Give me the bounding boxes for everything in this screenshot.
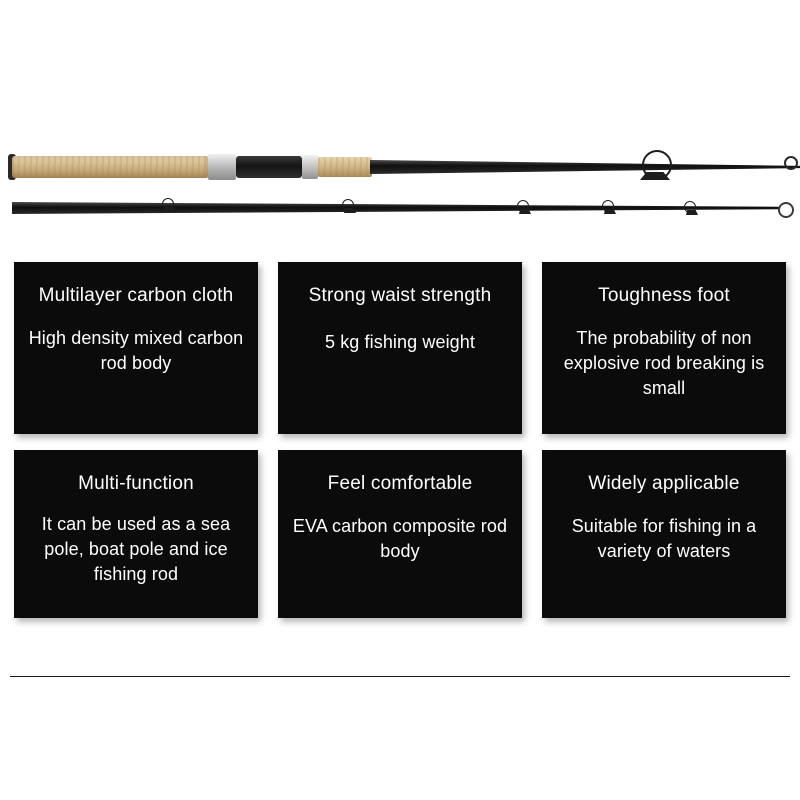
reel-seat-ring-rear (208, 154, 236, 180)
feature-card-title: Toughness foot (598, 285, 730, 306)
line-guide-3-icon (517, 200, 529, 212)
feature-card-toughness-foot (542, 262, 786, 434)
reel-seat-body (236, 156, 302, 178)
feature-card-feel-comfortable (278, 450, 522, 618)
feature-card-widely-applicable (542, 450, 786, 618)
feature-card-title: Strong waist strength (308, 285, 492, 306)
feature-card-multilayer-carbon-cloth (14, 262, 258, 434)
feature-card-body: High density mixed carbon rod body (28, 328, 244, 373)
rod-blank-lower (12, 202, 782, 214)
cork-grip-rear (12, 156, 208, 178)
feature-card-body: It can be used as a sea pole, boat pole and ice fishing rod (41, 514, 231, 584)
feature-card-grid (14, 262, 786, 634)
feature-card-body: EVA carbon composite rod body (292, 516, 508, 561)
feature-card-title: Multi-function (78, 473, 194, 494)
line-guide-2-icon (342, 199, 354, 211)
feature-card-body: Suitable for fishing in a variety of waters (571, 516, 757, 561)
line-guide-1-icon (162, 198, 174, 210)
rod-lower-tip-ring (778, 202, 794, 218)
feature-card-row-2 (14, 450, 786, 618)
feature-card-body: 5 kg fishing weight (325, 332, 475, 352)
feature-card-title: Widely applicable (588, 473, 740, 494)
cork-grip-front (318, 157, 372, 177)
feature-card-title: Multilayer carbon cloth (38, 285, 234, 306)
feature-card-strong-waist-strength (278, 262, 522, 434)
product-photo (0, 0, 800, 258)
rod-lower-section (12, 198, 788, 220)
feature-card-row-1 (14, 262, 786, 434)
rod-blank-upper (370, 160, 800, 174)
line-guide-5-icon (684, 201, 696, 213)
feature-card-multi-function (14, 450, 258, 618)
reel-seat-ring-front (302, 155, 318, 179)
rod-upper-tip-ring (784, 156, 798, 170)
line-guide-4-icon (602, 200, 614, 212)
feature-card-body: The probability of non explosive rod breaking is small (563, 328, 765, 398)
feature-card-title: Feel comfortable (327, 473, 473, 494)
bottom-divider (10, 676, 790, 677)
